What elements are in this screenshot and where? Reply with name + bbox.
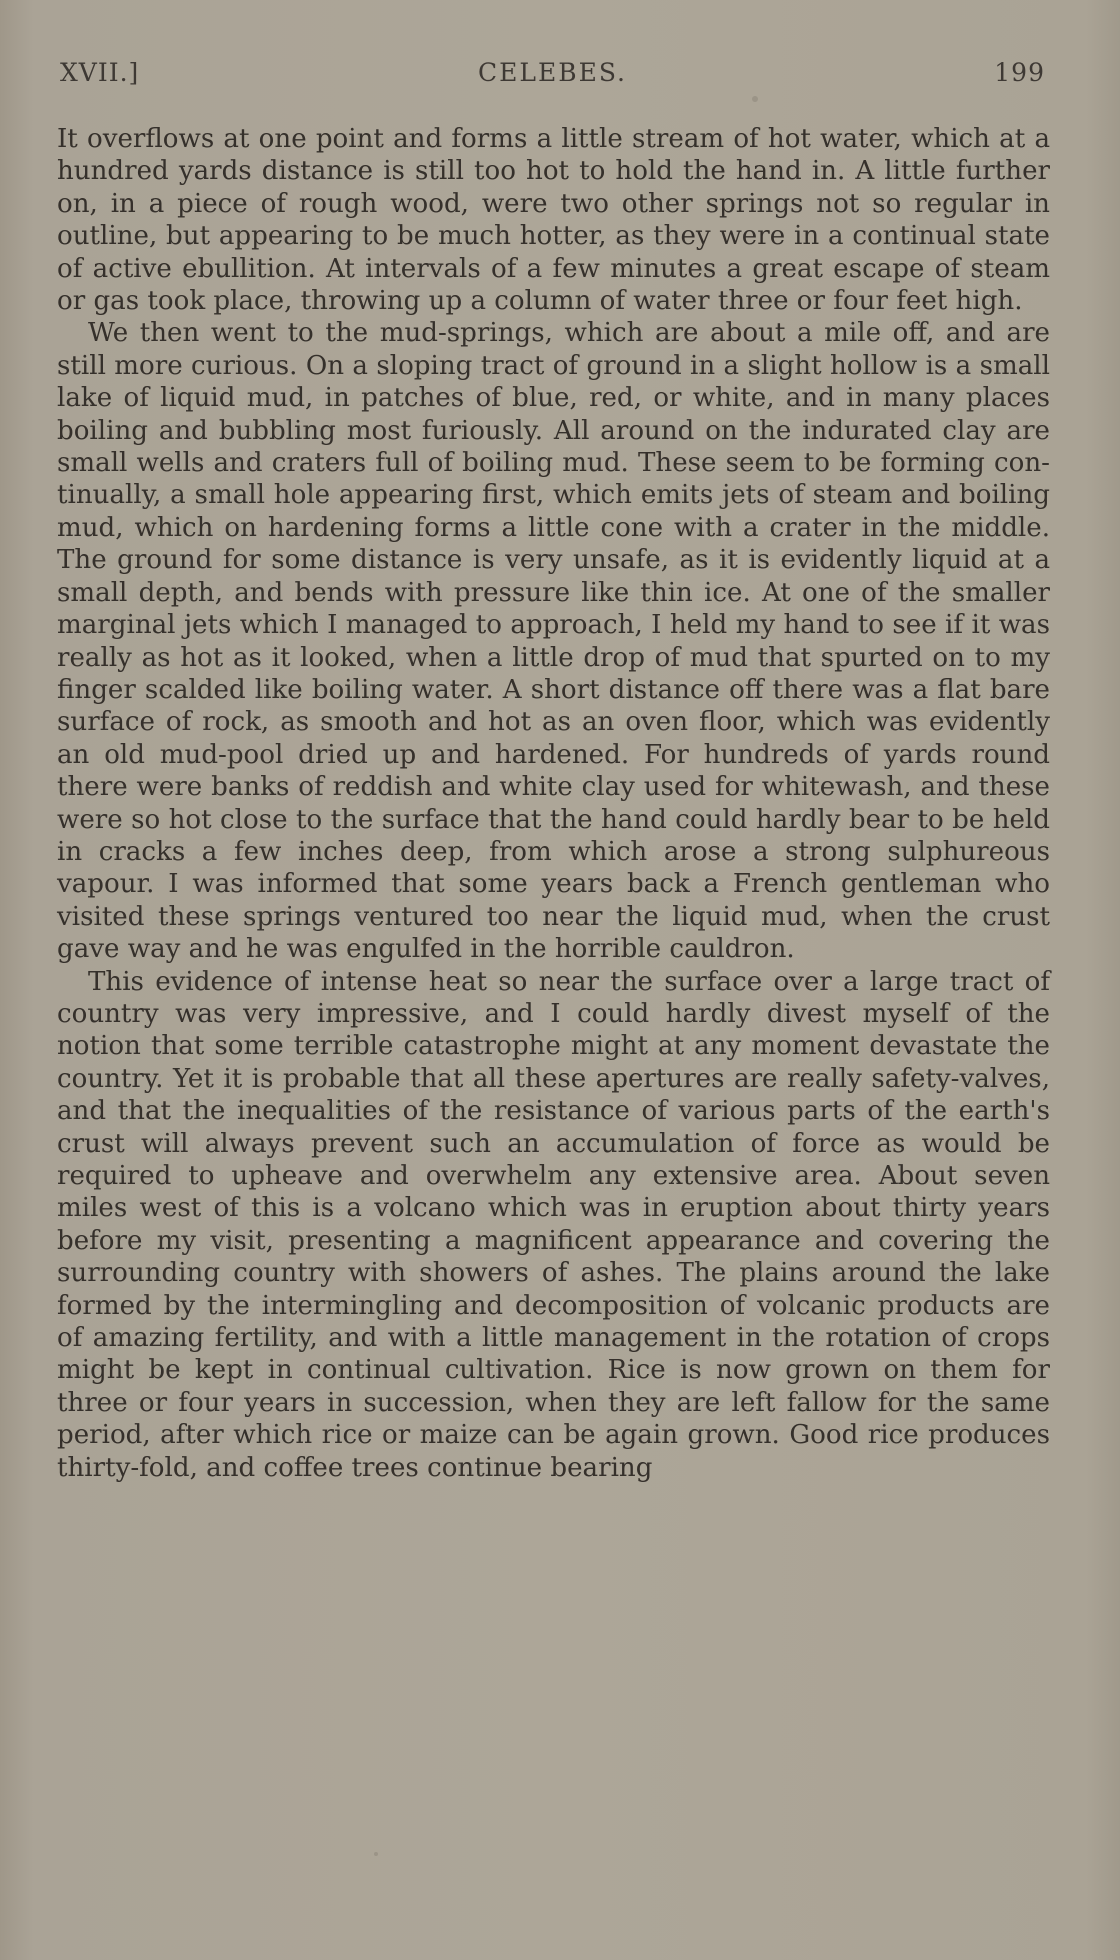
paper-speck [374, 1852, 378, 1856]
page-number: 199 [994, 58, 1045, 87]
paragraph-continued: It overflows at one point and forms a little stream of hot water, which at a hundred yards distance is still too hot to hold the hand in. A little further on, in a piece of rough wood, were two other springs not so regular in outline, but appearing to be much hotter, as they were in a continual state of active ebullition. At intervals of a few minutes a great escape of steam or gas took place, throwing up a column of water three or four feet high. [57, 124, 1050, 317]
body-text [57, 123, 1050, 1484]
paper-speck [752, 96, 758, 102]
paragraph-volcanic-heat: This evidence of intense heat so near the surface over a large tract of country was very impressive, and I could hardly divest myself of the notion that some terrible catastrophe might at any moment devastate the country. Yet it is probable that all these apertures are really safety-valves, and that the inequalities of the resistance of various parts of the earth's crust will always prevent such an accumulation of force as would be required to upheave and overwhelm any extensive area. About seven miles west of this is a volcano which was in eruption about thirty years before my visit, presenting a magnificent appearance and covering the surrounding country with showers of ashes. The plains around the lake formed by the intermingling and decomposition of volcanic products are of amazing fertility, and with a little management in the rotation of crops might be kept in continual cultivation. Rice is now grown on them for three or four years in succession, when they are left fallow for the same period, after which rice or maize can be again grown. Good rice produces thirty-fold, and coffee trees continue bearing [57, 966, 1050, 1483]
paragraph-mud-springs: We then went to the mud-springs, which are about a mile off, and are still more curious. On a sloping tract of ground in a slight hollow is a small lake of liquid mud, in patches of blue, red, or white, and in many places boiling and bubbling most furiously. All around on the indurated clay are small wells and craters full of boiling mud. These seem to be forming continually, a small hole appearing first, which emits jets of steam and boiling mud, which on hardening forms a little cone with a crater in the middle. The ground for some distance is very unsafe, as it is evidently liquid at a small depth, and bends with pressure like thin ice. At one of the smaller marginal jets which I managed to approach, I held my hand to see if it was really as hot as it looked, when a little drop of mud that spurted on to my finger scalded like boiling water. A short distance off there was a flat bare surface of rock, as smooth and hot as an oven floor, which was evidently an old mud-pool dried up and hardened. For hundreds of yards round there were banks of reddish and white clay used for whitewash, and these were so hot close to the surface that the hand could hardly bear to be held in cracks a few inches deep, from which arose a strong sulphureous vapour. I was informed that some years back a French gentleman who visited these springs ventured too near the liquid mud, when the crust gave way and he was engulfed in the horrible cauldron. [57, 318, 1050, 965]
page-title: CELEBES. [477, 58, 628, 87]
running-head [60, 58, 1045, 98]
chapter-marker: XVII.] [60, 58, 140, 87]
